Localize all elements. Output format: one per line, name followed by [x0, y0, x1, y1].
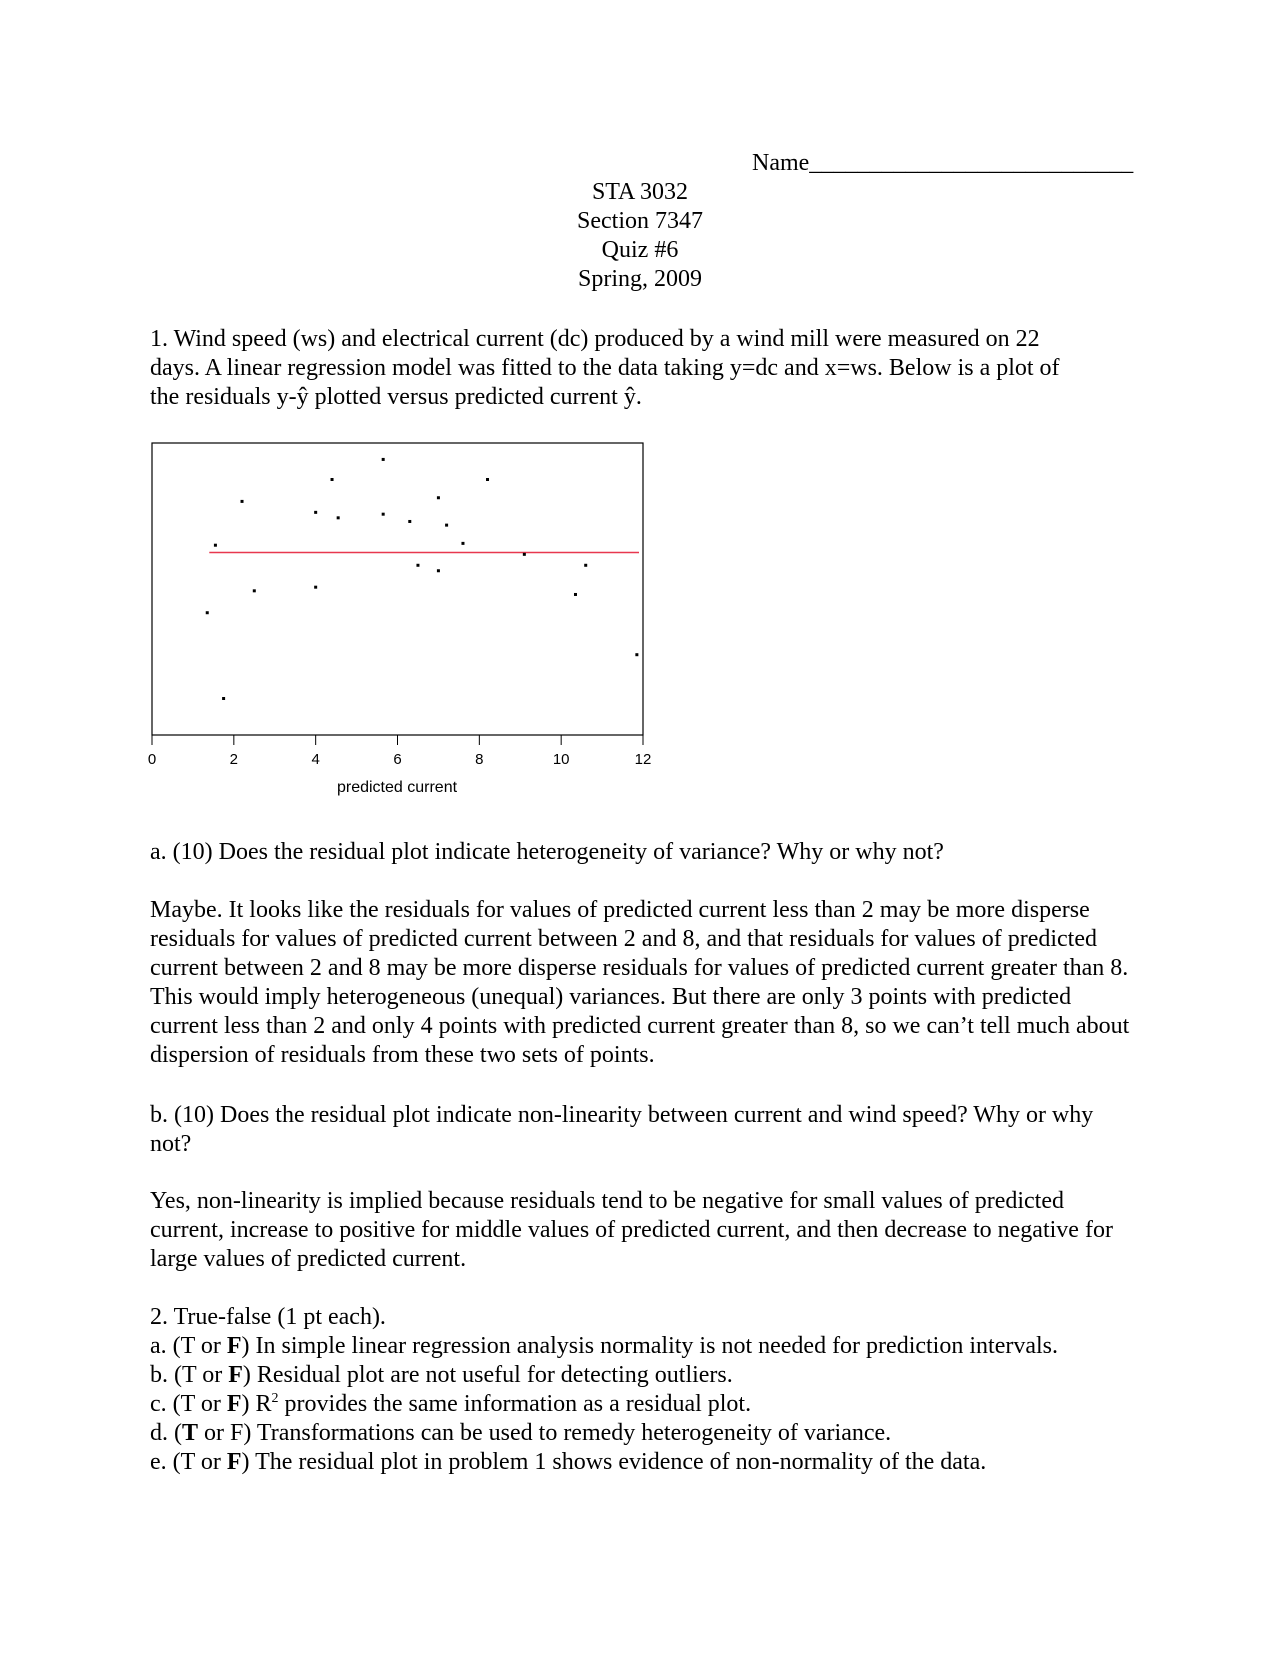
tf-item — [150, 1419, 1140, 1448]
intro-text: the residuals y-ŷ plotted versus predicted current — [150, 384, 624, 410]
intro-line: 1. Wind speed (ws) and electrical current (dc) produced by a wind mill were measured on 22 — [150, 326, 1040, 352]
tf-prefix: a. (T or — [150, 1333, 227, 1359]
tf-item — [150, 1332, 1140, 1361]
tf-prefix: b. (T or — [150, 1362, 229, 1388]
residual-point — [523, 553, 526, 556]
x-tick-label: 10 — [552, 751, 570, 768]
x-axis-ticks — [148, 735, 652, 768]
tf-answer: F — [226, 1333, 242, 1359]
x-tick-label: 2 — [229, 751, 239, 768]
residual-point — [584, 564, 587, 567]
term: Spring, 2009 — [577, 266, 702, 292]
section-number: Section 7347 — [577, 208, 703, 234]
intro-line — [150, 383, 1140, 412]
residual-points — [206, 458, 639, 700]
x-tick-label: 6 — [393, 751, 402, 768]
residual-point — [461, 542, 464, 545]
residual-point — [253, 589, 256, 592]
residual-point — [416, 564, 419, 567]
residual-point — [206, 611, 209, 614]
question-2-title: 2. True-false (1 pt each). — [150, 1304, 386, 1330]
superscript: 2 — [271, 1391, 279, 1406]
tf-text: ) Residual plot are not useful for detecting outliers. — [242, 1362, 733, 1388]
x-tick-label: 0 — [147, 751, 157, 768]
residual-point — [214, 544, 217, 547]
residual-point — [635, 653, 638, 656]
residual-point — [574, 593, 577, 596]
tf-answer: F — [226, 1449, 242, 1475]
residual-point — [437, 496, 440, 499]
residual-point — [241, 500, 244, 503]
answer-1b: Yes, non-linearity is implied because residuals tend to be negative for small values of predicted current, increase to positive for middle values of predicted current, and then decrease to negative for large values of predicted current. — [150, 1188, 1113, 1272]
tf-item — [150, 1448, 1140, 1477]
quiz-header — [440, 178, 840, 294]
residual-point — [382, 458, 385, 461]
tf-answer: T — [182, 1420, 199, 1446]
tf-prefix: c. (T or — [150, 1391, 227, 1417]
y-hat-symbol: ŷ — [623, 384, 636, 410]
tf-prefix: d. ( — [150, 1420, 182, 1446]
intro-period: . — [635, 384, 642, 410]
tf-answer: F — [226, 1391, 242, 1417]
answer-1a: Maybe. It looks like the residuals for values of predicted current less than 2 may be more disperse residuals for values of predicted current between 2 and 8, and that residuals for values of predicted current between 2 and 8 may be more disperse residuals for values of predicted current greater than 8. This would imply heterogeneous (unequal) variances. But there are only 3 points with predicted current less than 2 and only 4 points with predicted current greater than 8, so we can’t tell much about dispersion of residuals from these two sets of points. — [150, 897, 1130, 1068]
tf-text: or F) Transformations can be used to remedy heterogeneity of variance. — [198, 1420, 892, 1446]
tf-answer: F — [228, 1362, 243, 1388]
tf-item — [150, 1390, 1140, 1419]
residual-point — [331, 478, 334, 481]
x-tick-label: 4 — [311, 751, 320, 768]
residual-plot — [140, 440, 670, 810]
name-field-label: Name___________________________ — [752, 150, 1134, 176]
tf-item — [150, 1361, 1140, 1390]
residual-point — [486, 478, 489, 481]
question-1-intro — [150, 325, 1140, 412]
residual-point — [222, 697, 225, 700]
plot-frame — [152, 443, 643, 735]
x-axis-label: predicted current — [336, 779, 458, 796]
tf-text: ) R — [241, 1391, 272, 1417]
intro-line: days. A linear regression model was fitted to the data taking y=dc and x=ws. Below is a plot of — [150, 355, 1060, 381]
x-tick-label: 12 — [634, 751, 652, 768]
question-1b: b. (10) Does the residual plot indicate non-linearity between current and wind speed? Why or why not? — [150, 1102, 1094, 1157]
course-code: STA 3032 — [591, 179, 689, 205]
x-tick-label: 8 — [475, 751, 484, 768]
quiz-number: Quiz #6 — [601, 237, 679, 263]
residual-plot-svg — [140, 440, 670, 810]
tf-text: provides the same information as a residual plot. — [278, 1391, 752, 1417]
tf-text: ) The residual plot in problem 1 shows evidence of non-normality of the data. — [241, 1449, 987, 1475]
tf-text: ) In simple linear regression analysis normality is not needed for prediction intervals. — [241, 1333, 1058, 1359]
residual-point — [445, 524, 448, 527]
residual-point — [408, 520, 411, 523]
residual-point — [314, 586, 317, 589]
question-1a: a. (10) Does the residual plot indicate heterogeneity of variance? Why or why not? — [150, 839, 944, 865]
residual-point — [314, 511, 317, 514]
residual-point — [337, 516, 340, 519]
residual-point — [382, 513, 385, 516]
residual-point — [437, 569, 440, 572]
question-2 — [150, 1303, 1140, 1477]
tf-prefix: e. (T or — [150, 1449, 227, 1475]
